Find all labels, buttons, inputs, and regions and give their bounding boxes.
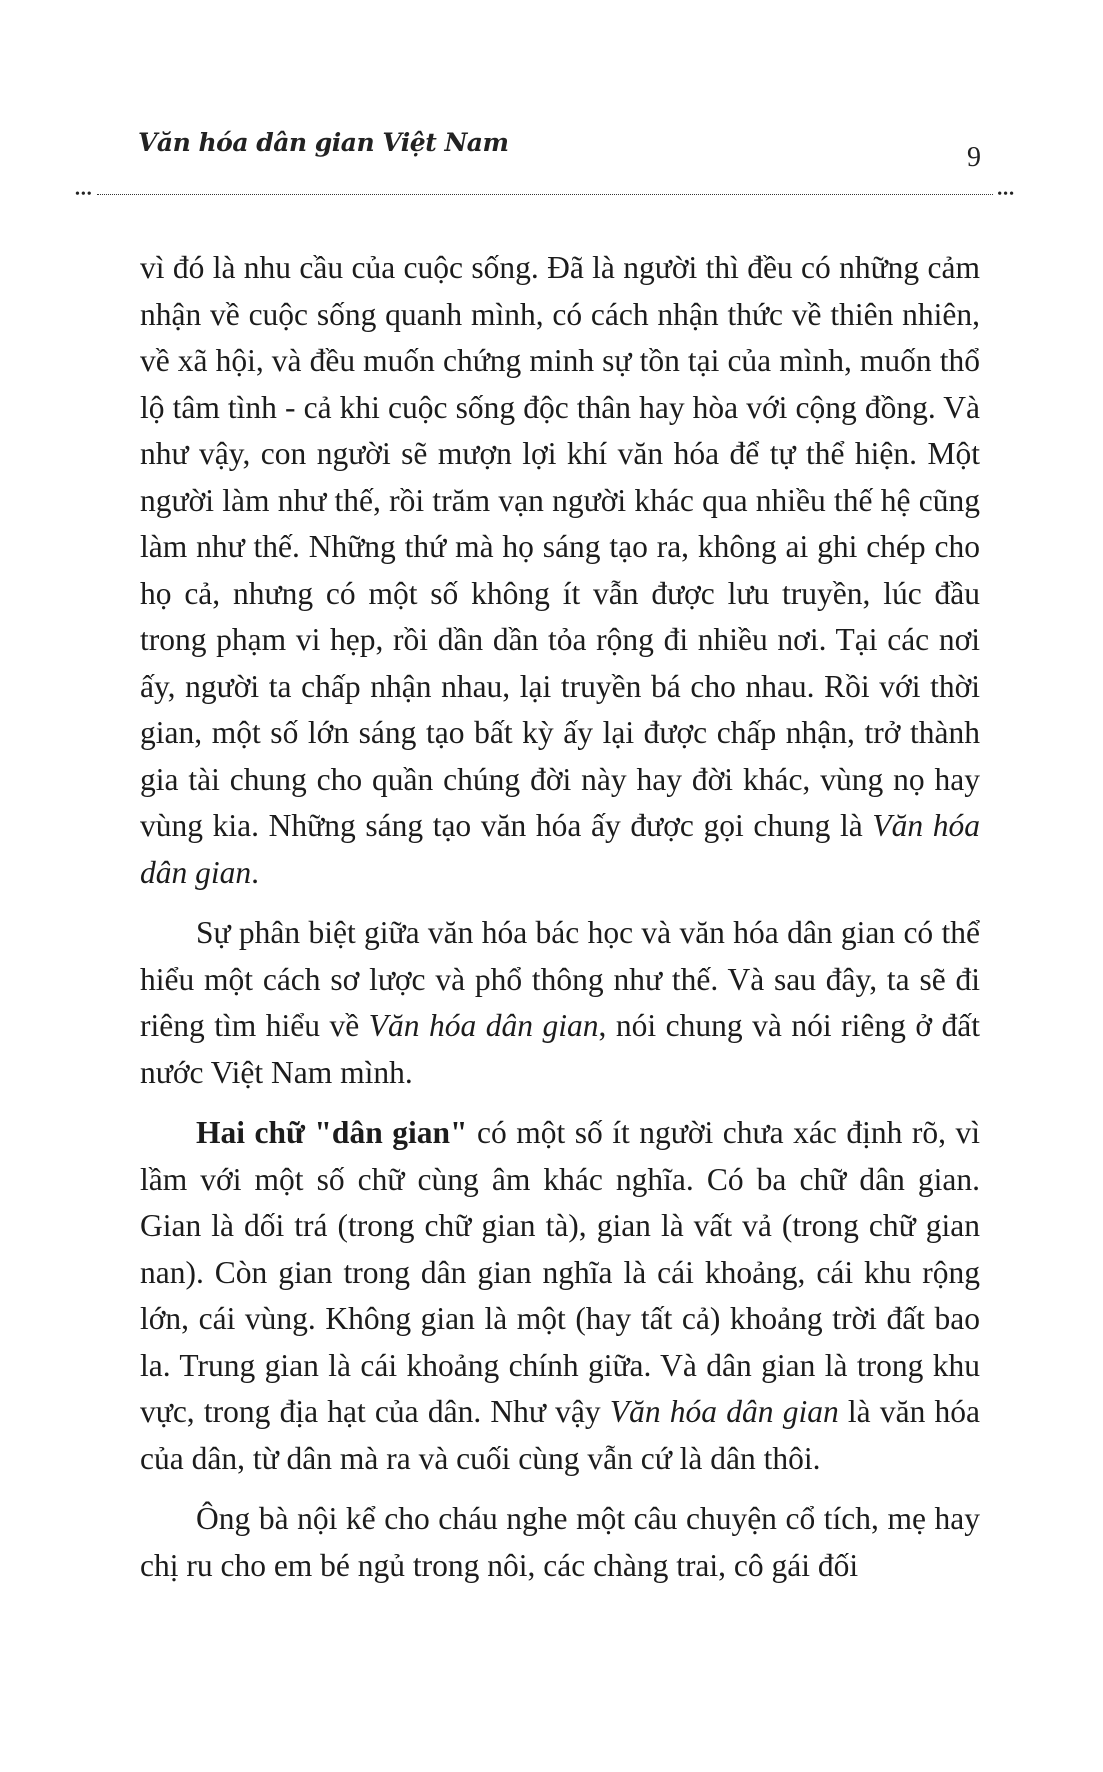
divider-dots-right: ••• (997, 187, 1015, 202)
header-divider (75, 187, 1015, 202)
paragraph-2-end: , nói chung và nói riêng ở đất nước Việt Nam mình. (140, 1008, 980, 1090)
paragraph-2-italic-term: Văn hóa dân gian (368, 1008, 599, 1043)
paragraph-3-bold-heading: Hai chữ "dân gian" (196, 1115, 468, 1150)
paragraph-2-text: Sự phân biệt giữa văn hóa bác học và văn hóa dân gian có thể hiểu một cách sơ lược và phổ thông như thế. Và sau đây, ta sẽ đi riêng tìm hiểu về (140, 915, 980, 1043)
paragraph-1 (140, 245, 980, 896)
paragraph-2 (140, 910, 980, 1096)
page-number: 9 (967, 142, 981, 173)
paragraph-4 (140, 1496, 980, 1589)
paragraph-1-italic-term: Văn hóa dân gian (140, 808, 980, 890)
paragraph-1-text: vì đó là nhu cầu của cuộc sống. Đã là người thì đều có những cảm nhận về cuộc sống quanh mình, có cách nhận thức về thiên nhiên, về xã hội, và đều muốn chứng minh sự tồn tại của mình, muốn thổ lộ tâm tình - cả khi cuộc sống độc thân hay hòa với cộng đồng. Và như vậy, con người sẽ mượn lợi khí văn hóa để tự thể hiện. Một người làm như thế, rồi trăm vạn người khác qua nhiều thế hệ cũng làm như thế. Những thứ mà họ sáng tạo ra, không ai ghi chép cho họ cả, nhưng có một số không ít vẫn được lưu truyền, lúc đầu trong phạm vi hẹp, rồi dần dần tỏa rộng đi nhiều nơi. Tại các nơi ấy, người ta chấp nhận nhau, lại truyền bá cho nhau. Rồi với thời gian, một số lớn sáng tạo bất kỳ ấy lại được chấp nhận, trở thành gia tài chung cho quần chúng đời này hay đời khác, vùng nọ hay vùng kia. Những sáng tạo văn hóa ấy được gọi chung là (140, 250, 980, 843)
paragraph-4-text: Ông bà nội kể cho cháu nghe một câu chuyện cổ tích, mẹ hay chị ru cho em bé ngủ trong nôi, các chàng trai, cô gái đối (140, 1501, 980, 1583)
paragraph-3-end: là văn hóa của dân, từ dân mà ra và cuối cùng vẫn cứ là dân thôi. (140, 1394, 980, 1476)
body-text (140, 245, 980, 1603)
running-title: Văn hóa dân gian Việt Nam (138, 128, 509, 157)
paragraph-3-text: có một số ít người chưa xác định rõ, vì lầm với một số chữ cùng âm khác nghĩa. Có ba chữ dân gian. Gian là dối trá (trong chữ gian tà), gian là vất vả (trong chữ gian nan). Còn gian trong dân gian nghĩa là cái khoảng, cái khu rộng lớn, cái vùng. Không gian là một (hay tất cả) khoảng trời đất bao la. Trung gian là cái khoảng chính giữa. Và dân gian là trong khu vực, trong địa hạt của dân. Như vậy (140, 1115, 980, 1429)
paragraph-1-end: . (251, 854, 260, 890)
divider-dotted-line (97, 194, 993, 195)
divider-dots-left: ••• (75, 187, 93, 202)
paragraph-3 (140, 1110, 980, 1482)
paragraph-3-italic-term: Văn hóa dân gian (609, 1394, 839, 1429)
